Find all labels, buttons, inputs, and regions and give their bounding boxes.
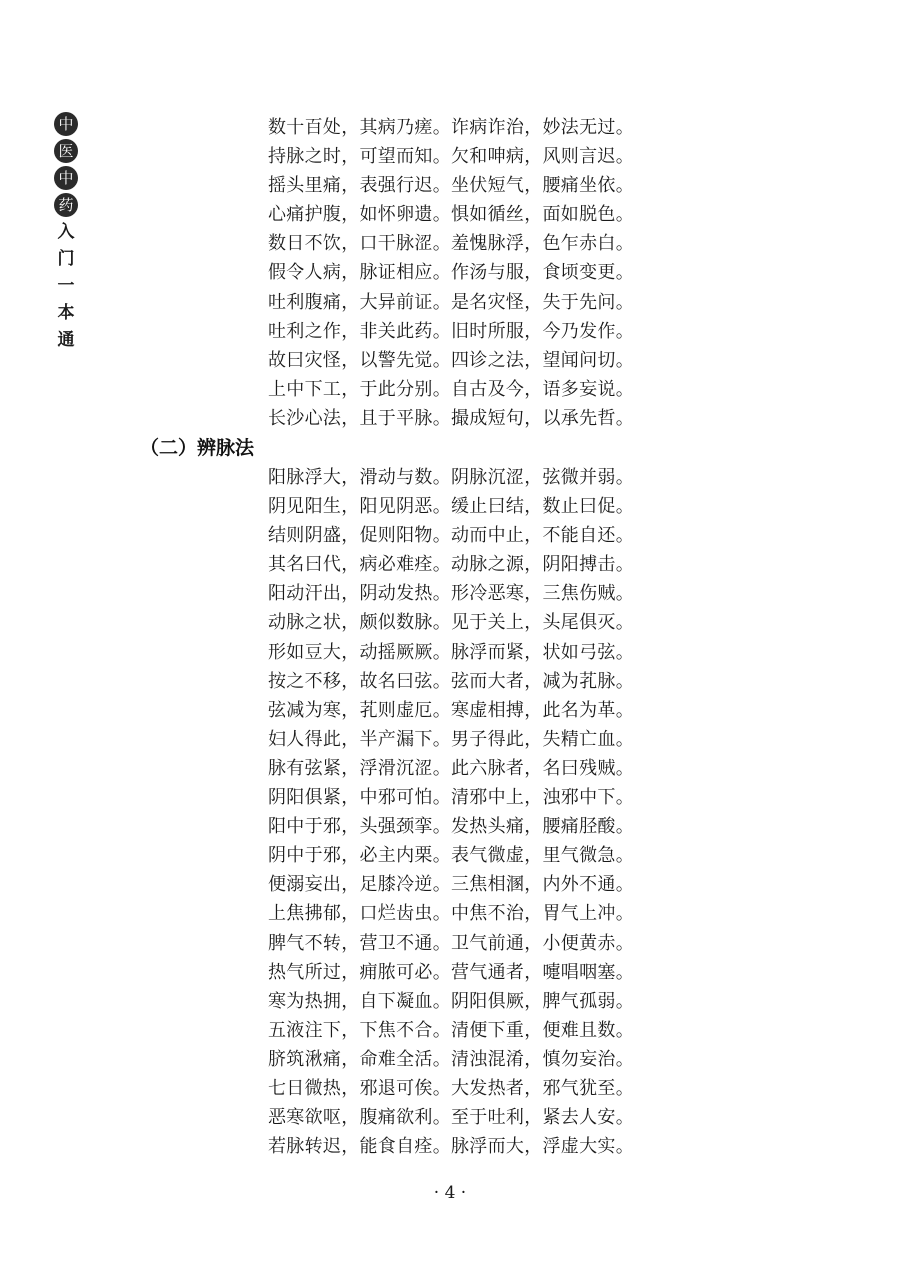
section-heading: （二）辨脉法 [140,437,255,459]
verse-line: 数日不饮，口干脉涩。羞愧脉浮，色乍赤白。 [268,233,634,255]
title-char-circled: 中 [54,166,78,190]
verse-line: 阳动汗出，阴动发热。形冷恶寒，三焦伤贼。 [268,583,634,605]
verse-line: 五液注下，下焦不合。清便下重，便难且数。 [268,1019,634,1041]
verse-line: 结则阴盛，促则阳物。动而中止，不能自还。 [268,525,634,547]
verse-line: 吐利腹痛，大异前证。是名灾怪，失于先问。 [268,291,634,313]
verse-line: 热气所过，痈脓可必。营气通者，嚏唱咽塞。 [268,961,634,983]
verse-line: 持脉之时，可望而知。欠和呻病，风则言迟。 [268,146,634,168]
verse-line: 长沙心法，且于平脉。撮成短句，以承先哲。 [268,407,634,429]
verse-line: 阴见阳生，阳见阴恶。缓止曰结，数止曰促。 [268,496,634,518]
title-char: 本 [57,303,75,323]
title-char: 入 [57,222,75,242]
verse-line: 寒为热拥，自下凝血。阴阳俱厥，脾气孤弱。 [268,990,634,1012]
verse-line: 阴阳俱紧，中邪可怕。清邪中上，浊邪中下。 [268,787,634,809]
title-char-circled: 药 [54,193,78,217]
verse-line: 上中下工，于此分别。自古及今，语多妄说。 [268,378,634,400]
verse-line: 数十百处，其病乃瘥。诈病诈治，妙法无过。 [268,117,634,138]
verse-line: 脉有弦紧，浮滑沉涩。此六脉者，名曰残贼。 [268,757,634,779]
title-char: 门 [57,249,75,269]
verse-line: 摇头里痛，表强行迟。坐伏短气，腰痛坐依。 [268,175,634,197]
verse-line: 假令人病，脉证相应。作汤与服，食顷变更。 [268,262,634,284]
verse-line: 弦减为寒，芤则虚厄。寒虚相搏，此名为革。 [268,699,634,721]
verse-line: 阳脉浮大，滑动与数。阴脉沉涩，弦微并弱。 [268,467,634,488]
title-char-circled: 中 [54,112,78,136]
verse-block-2 [268,463,868,1161]
title-char: 一 [57,276,75,296]
page-number: · 4 · [433,1183,467,1203]
verse-line: 上焦拂郁，口烂齿虫。中焦不治，胃气上冲。 [268,903,634,925]
book-title-vertical [52,112,80,355]
verse-line: 形如豆大，动摇厥厥。脉浮而紧，状如弓弦。 [268,641,634,663]
verse-line: 按之不移，故名曰弦。弦而大者，减为芤脉。 [268,670,634,692]
verse-line: 阳中于邪，头强颈挛。发热头痛，腰痛胫酸。 [268,816,634,838]
verse-line: 阴中于邪，必主内栗。表气微虚，里气微急。 [268,845,634,867]
verse-line: 其名曰代，病必难痊。动脉之源，阴阳搏击。 [268,554,634,576]
title-char-circled: 医 [54,139,78,163]
verse-block-1 [268,113,868,433]
verse-line: 故曰灾怪，以警先觉。四诊之法，望闻问切。 [268,349,634,371]
title-char: 通 [57,330,75,350]
verse-line: 心痛护腹，如怀卵遗。惧如循丝，面如脱色。 [268,204,634,226]
verse-line: 七日微热，邪退可俟。大发热者，邪气犹至。 [268,1077,634,1099]
verse-line: 若脉转迟，能食自痊。脉浮而大，浮虚大实。 [268,1136,634,1158]
verse-line: 动脉之状，颇似数脉。见于关上，头尾俱灭。 [268,612,634,634]
verse-line: 妇人得此，半产漏下。男子得此，失精亡血。 [268,728,634,750]
verse-line: 吐利之作，非关此药。旧时所服，今乃发作。 [268,320,634,342]
verse-line: 便溺妄出，足膝冷逆。三焦相溷，内外不通。 [268,874,634,896]
verse-line: 脐筑湫痛，命难全活。清浊混淆，慎勿妄治。 [268,1048,634,1070]
verse-line: 恶寒欲呕，腹痛欲利。至于吐利，紧去人安。 [268,1107,634,1129]
verse-line: 脾气不转，营卫不通。卫气前通，小便黄赤。 [268,932,634,954]
